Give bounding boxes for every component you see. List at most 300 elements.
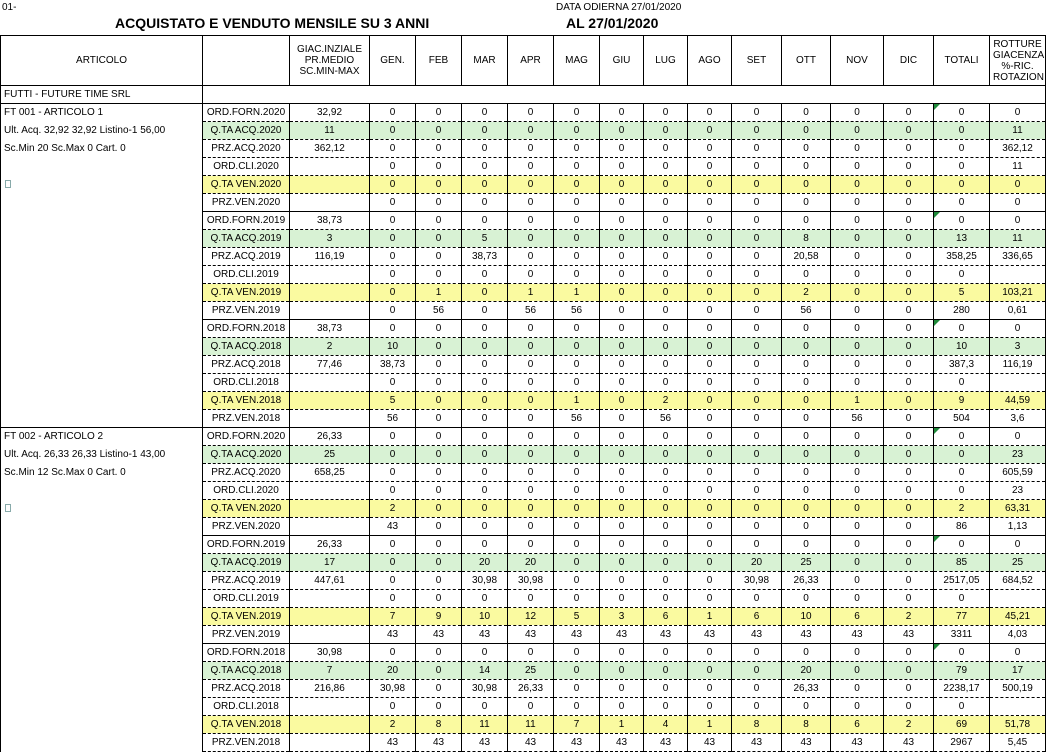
month-cell: 0: [416, 428, 462, 446]
rotture-cell: 1,13: [990, 518, 1046, 536]
month-cell: 0: [370, 320, 416, 338]
month-cell: 0: [782, 518, 831, 536]
totali-cell: 2: [934, 500, 990, 518]
month-cell: 0: [782, 266, 831, 284]
rotture-cell: 0: [990, 176, 1046, 194]
month-cell: 43: [462, 626, 508, 644]
month-cell: 0: [688, 572, 732, 590]
month-cell: 0: [884, 104, 934, 122]
month-cell: 0: [462, 428, 508, 446]
giacenza-cell: 2: [290, 338, 370, 356]
table-row: [1, 734, 1046, 752]
col-header-month: SET: [732, 36, 782, 86]
col-header-month: MAR: [462, 36, 508, 86]
totali-cell: 2238,17: [934, 680, 990, 698]
month-cell: 0: [884, 284, 934, 302]
month-cell: 0: [644, 662, 688, 680]
month-cell: 0: [884, 554, 934, 572]
month-cell: 0: [732, 392, 782, 410]
totali-cell: 0: [934, 536, 990, 554]
row-label: PRZ.VEN.2019: [203, 626, 290, 644]
month-cell: 43: [884, 734, 934, 752]
month-cell: 0: [554, 644, 600, 662]
article-info: [1, 194, 203, 212]
row-label: PRZ.ACQ.2020: [203, 464, 290, 482]
totali-cell: 0: [934, 140, 990, 158]
month-cell: 0: [370, 122, 416, 140]
table-row: [1, 716, 1046, 734]
month-cell: 0: [884, 140, 934, 158]
month-cell: 0: [554, 554, 600, 572]
rotture-cell: 4,03: [990, 626, 1046, 644]
month-cell: 0: [462, 140, 508, 158]
month-cell: 0: [370, 482, 416, 500]
month-cell: 0: [782, 536, 831, 554]
row-label: ORD.FORN.2018: [203, 320, 290, 338]
table-row: [1, 302, 1046, 320]
totali-cell: 0: [934, 320, 990, 338]
table-row: [1, 176, 1046, 194]
month-cell: 0: [600, 392, 644, 410]
month-cell: 0: [600, 194, 644, 212]
month-cell: 0: [416, 644, 462, 662]
giacenza-cell: 3: [290, 230, 370, 248]
month-cell: 0: [732, 194, 782, 212]
giacenza-cell: [290, 590, 370, 608]
totali-cell: 0: [934, 698, 990, 716]
month-cell: 2: [644, 392, 688, 410]
row-label: ORD.CLI.2018: [203, 374, 290, 392]
giacenza-cell: [290, 374, 370, 392]
row-label: Q.TA VEN.2020: [203, 500, 290, 518]
month-cell: 0: [644, 338, 688, 356]
col-header-month: GIU: [600, 36, 644, 86]
month-cell: 25: [782, 554, 831, 572]
month-cell: 0: [600, 248, 644, 266]
totali-cell: 10: [934, 338, 990, 356]
month-cell: 43: [508, 734, 554, 752]
month-cell: 0: [508, 500, 554, 518]
month-cell: 0: [831, 536, 884, 554]
month-cell: 0: [600, 428, 644, 446]
giacenza-cell: [290, 482, 370, 500]
col-header-month: NOV: [831, 36, 884, 86]
month-cell: 0: [688, 536, 732, 554]
month-cell: 0: [462, 482, 508, 500]
month-cell: 7: [370, 608, 416, 626]
table-row: [1, 428, 1046, 446]
col-header-articolo: ARTICOLO: [1, 36, 203, 86]
month-cell: 0: [554, 338, 600, 356]
month-cell: 0: [554, 122, 600, 140]
totali-cell: 0: [934, 590, 990, 608]
month-cell: 43: [732, 734, 782, 752]
month-cell: 0: [462, 266, 508, 284]
month-cell: 0: [370, 248, 416, 266]
month-cell: 0: [600, 518, 644, 536]
month-cell: 38,73: [370, 356, 416, 374]
month-cell: 0: [462, 446, 508, 464]
giacenza-cell: [290, 500, 370, 518]
month-cell: 0: [831, 230, 884, 248]
month-cell: 2: [370, 500, 416, 518]
month-cell: 0: [508, 122, 554, 140]
month-cell: 0: [416, 410, 462, 428]
month-cell: 56: [831, 410, 884, 428]
giacenza-cell: [290, 734, 370, 752]
row-label: PRZ.VEN.2018: [203, 410, 290, 428]
month-cell: 0: [508, 266, 554, 284]
month-cell: 0: [732, 284, 782, 302]
month-cell: 0: [416, 392, 462, 410]
table-row: [1, 410, 1046, 428]
month-cell: 0: [688, 374, 732, 392]
month-cell: 43: [644, 626, 688, 644]
month-cell: 0: [688, 230, 732, 248]
month-cell: 38,73: [462, 248, 508, 266]
col-header-month: FEB: [416, 36, 462, 86]
cell-comment-marker: [934, 644, 940, 650]
month-cell: 0: [644, 572, 688, 590]
rotture-cell: 17: [990, 662, 1046, 680]
table-row: [1, 446, 1046, 464]
giacenza-cell: 11: [290, 122, 370, 140]
month-cell: 0: [416, 662, 462, 680]
month-cell: 0: [688, 122, 732, 140]
col-header-month: AGO: [688, 36, 732, 86]
article-info: [1, 248, 203, 266]
month-cell: 0: [732, 428, 782, 446]
article-info: [1, 608, 203, 626]
month-cell: 0: [884, 662, 934, 680]
month-cell: 0: [600, 302, 644, 320]
row-label: PRZ.ACQ.2019: [203, 248, 290, 266]
month-cell: 0: [732, 698, 782, 716]
article-info: FT 002 - ARTICOLO 2: [1, 428, 203, 446]
month-cell: 0: [831, 590, 884, 608]
month-cell: 0: [644, 194, 688, 212]
month-cell: 0: [831, 338, 884, 356]
article-info: [1, 320, 203, 338]
col-header-month: MAG: [554, 36, 600, 86]
month-cell: 0: [884, 248, 934, 266]
table-row: [1, 644, 1046, 662]
row-label: Q.TA VEN.2019: [203, 608, 290, 626]
month-cell: 0: [688, 482, 732, 500]
month-cell: 1: [554, 284, 600, 302]
article-info: [1, 410, 203, 428]
month-cell: 0: [644, 698, 688, 716]
month-cell: 43: [688, 626, 732, 644]
month-cell: 0: [782, 104, 831, 122]
month-cell: 14: [462, 662, 508, 680]
rotture-cell: 103,21: [990, 284, 1046, 302]
totali-cell: 0: [934, 464, 990, 482]
totali-cell: 3311: [934, 626, 990, 644]
rotture-cell: 0: [990, 104, 1046, 122]
month-cell: 0: [600, 356, 644, 374]
row-label: Q.TA VEN.2020: [203, 176, 290, 194]
month-cell: 0: [462, 500, 508, 518]
cell-comment-marker: [934, 428, 940, 434]
month-cell: 0: [831, 122, 884, 140]
month-cell: 0: [831, 500, 884, 518]
table-row: [1, 320, 1046, 338]
month-cell: 0: [782, 392, 831, 410]
month-cell: 0: [508, 698, 554, 716]
month-cell: 11: [508, 716, 554, 734]
month-cell: 0: [600, 230, 644, 248]
month-cell: 0: [600, 266, 644, 284]
month-cell: 0: [416, 320, 462, 338]
cell-comment-marker: [934, 104, 940, 110]
month-cell: 0: [600, 338, 644, 356]
row-label: PRZ.ACQ.2018: [203, 356, 290, 374]
month-cell: 0: [508, 644, 554, 662]
month-cell: 0: [416, 266, 462, 284]
month-cell: 0: [600, 464, 644, 482]
month-cell: 0: [884, 266, 934, 284]
month-cell: 6: [732, 608, 782, 626]
month-cell: 0: [831, 284, 884, 302]
row-label: ORD.FORN.2019: [203, 536, 290, 554]
month-cell: 0: [782, 446, 831, 464]
month-cell: 0: [370, 158, 416, 176]
month-cell: 0: [416, 104, 462, 122]
month-cell: 0: [462, 122, 508, 140]
rotture-cell: 63,31: [990, 500, 1046, 518]
article-info: FT 001 - ARTICOLO 1: [1, 104, 203, 122]
month-cell: 0: [416, 338, 462, 356]
totali-cell: 0: [934, 482, 990, 500]
month-cell: 0: [416, 374, 462, 392]
month-cell: 0: [688, 140, 732, 158]
month-cell: 56: [554, 302, 600, 320]
table-row: [1, 194, 1046, 212]
giacenza-cell: 7: [290, 662, 370, 680]
month-cell: 0: [508, 158, 554, 176]
month-cell: 0: [644, 266, 688, 284]
month-cell: 0: [370, 536, 416, 554]
giacenza-cell: 216,86: [290, 680, 370, 698]
month-cell: 0: [554, 266, 600, 284]
row-label: Q.TA VEN.2018: [203, 716, 290, 734]
rotture-cell: 605,59: [990, 464, 1046, 482]
month-cell: 0: [782, 428, 831, 446]
month-cell: 0: [688, 698, 732, 716]
month-cell: 56: [370, 410, 416, 428]
month-cell: 0: [884, 644, 934, 662]
giacenza-cell: 30,98: [290, 644, 370, 662]
month-cell: 43: [884, 626, 934, 644]
month-cell: 0: [600, 410, 644, 428]
image-placeholder-icon[interactable]: [5, 180, 11, 188]
month-cell: 0: [462, 212, 508, 230]
rotture-cell: 0: [990, 212, 1046, 230]
month-cell: 0: [370, 230, 416, 248]
month-cell: 0: [782, 320, 831, 338]
month-cell: 0: [732, 248, 782, 266]
month-cell: 0: [370, 698, 416, 716]
month-cell: 0: [884, 374, 934, 392]
totali-cell: 13: [934, 230, 990, 248]
totali-cell: 0: [934, 104, 990, 122]
month-cell: 56: [554, 410, 600, 428]
table-row: [1, 572, 1046, 590]
month-cell: 0: [782, 158, 831, 176]
month-cell: 0: [462, 698, 508, 716]
month-cell: 0: [732, 374, 782, 392]
month-cell: 0: [462, 158, 508, 176]
cell-comment-marker: [934, 536, 940, 542]
month-cell: 0: [462, 104, 508, 122]
month-cell: 0: [688, 104, 732, 122]
image-placeholder-icon[interactable]: [5, 504, 11, 512]
article-info: Ult. Acq. 32,92 32,92 Listino-1 56,00: [1, 122, 203, 140]
month-cell: 25: [508, 662, 554, 680]
month-cell: 0: [884, 338, 934, 356]
table-row: [1, 464, 1046, 482]
giacenza-cell: [290, 626, 370, 644]
month-cell: 0: [508, 590, 554, 608]
article-info: Sc.Min 20 Sc.Max 0 Cart. 0: [1, 140, 203, 158]
month-cell: 0: [688, 680, 732, 698]
month-cell: 0: [554, 500, 600, 518]
month-cell: 0: [370, 194, 416, 212]
month-cell: 0: [644, 140, 688, 158]
month-cell: 0: [462, 410, 508, 428]
month-cell: 0: [831, 698, 884, 716]
month-cell: 11: [462, 716, 508, 734]
supplier-row: [1, 86, 1046, 104]
month-cell: 0: [462, 356, 508, 374]
row-label: PRZ.VEN.2020: [203, 518, 290, 536]
month-cell: 0: [554, 482, 600, 500]
month-cell: 0: [644, 212, 688, 230]
month-cell: 0: [732, 302, 782, 320]
month-cell: 0: [508, 446, 554, 464]
month-cell: 0: [554, 536, 600, 554]
month-cell: 0: [416, 680, 462, 698]
totali-cell: 0: [934, 158, 990, 176]
month-cell: 0: [644, 158, 688, 176]
rotture-cell: 0: [990, 194, 1046, 212]
row-label: Q.TA ACQ.2019: [203, 554, 290, 572]
month-cell: 0: [600, 536, 644, 554]
month-cell: 43: [554, 626, 600, 644]
article-info: [1, 716, 203, 734]
rotture-cell: 11: [990, 158, 1046, 176]
row-label: Q.TA ACQ.2020: [203, 446, 290, 464]
row-label: ORD.FORN.2020: [203, 104, 290, 122]
cell-comment-marker: [934, 212, 940, 218]
month-cell: 0: [554, 446, 600, 464]
month-cell: 0: [782, 500, 831, 518]
month-cell: 0: [782, 698, 831, 716]
month-cell: 0: [370, 266, 416, 284]
rotture-cell: 23: [990, 482, 1046, 500]
month-cell: 43: [732, 626, 782, 644]
month-cell: 3: [600, 608, 644, 626]
month-cell: 26,33: [782, 572, 831, 590]
month-cell: 0: [370, 374, 416, 392]
month-cell: 0: [508, 518, 554, 536]
month-cell: 0: [600, 122, 644, 140]
month-cell: 20,58: [782, 248, 831, 266]
month-cell: 0: [644, 482, 688, 500]
row-label: ORD.CLI.2020: [203, 158, 290, 176]
totali-cell: 0: [934, 194, 990, 212]
report-title: ACQUISTATO E VENDUTO MENSILE SU 3 ANNI: [115, 15, 430, 31]
month-cell: 0: [732, 536, 782, 554]
month-cell: 0: [416, 446, 462, 464]
col-header-month: DIC: [884, 36, 934, 86]
month-cell: 0: [600, 284, 644, 302]
totali-cell: 0: [934, 446, 990, 464]
rotture-cell: 336,65: [990, 248, 1046, 266]
month-cell: 0: [732, 230, 782, 248]
totali-cell: 280: [934, 302, 990, 320]
totali-cell: 0: [934, 428, 990, 446]
rotture-cell: 3: [990, 338, 1046, 356]
giacenza-cell: [290, 698, 370, 716]
month-cell: 0: [554, 572, 600, 590]
giacenza-cell: [290, 158, 370, 176]
month-cell: 0: [782, 464, 831, 482]
row-label: Q.TA ACQ.2018: [203, 662, 290, 680]
month-cell: 0: [600, 662, 644, 680]
month-cell: 0: [508, 428, 554, 446]
month-cell: 0: [688, 356, 732, 374]
rotture-cell: 500,19: [990, 680, 1046, 698]
month-cell: 30,98: [462, 680, 508, 698]
month-cell: 0: [884, 176, 934, 194]
month-cell: 0: [732, 320, 782, 338]
month-cell: 1: [508, 284, 554, 302]
month-cell: 0: [831, 248, 884, 266]
month-cell: 0: [416, 158, 462, 176]
month-cell: 0: [370, 644, 416, 662]
month-cell: 4: [644, 716, 688, 734]
header-row: [1, 36, 1046, 86]
table-row: [1, 284, 1046, 302]
article-info: [1, 554, 203, 572]
month-cell: 0: [688, 302, 732, 320]
table-row: [1, 140, 1046, 158]
month-cell: 0: [554, 428, 600, 446]
giacenza-cell: [290, 302, 370, 320]
row-label: Q.TA ACQ.2020: [203, 122, 290, 140]
rotture-cell: [990, 374, 1046, 392]
giacenza-cell: 116,19: [290, 248, 370, 266]
month-cell: 0: [782, 338, 831, 356]
month-cell: 0: [831, 518, 884, 536]
month-cell: 0: [554, 680, 600, 698]
month-cell: 0: [644, 464, 688, 482]
rotture-cell: 25: [990, 554, 1046, 572]
article-info: Ult. Acq. 26,33 26,33 Listino-1 43,00: [1, 446, 203, 464]
month-cell: 0: [831, 680, 884, 698]
month-cell: 1: [416, 284, 462, 302]
month-cell: 43: [782, 734, 831, 752]
month-cell: 0: [688, 590, 732, 608]
month-cell: 0: [416, 698, 462, 716]
totali-cell: 358,25: [934, 248, 990, 266]
table-row: [1, 356, 1046, 374]
month-cell: 0: [688, 554, 732, 572]
month-cell: 0: [831, 176, 884, 194]
month-cell: 0: [831, 446, 884, 464]
